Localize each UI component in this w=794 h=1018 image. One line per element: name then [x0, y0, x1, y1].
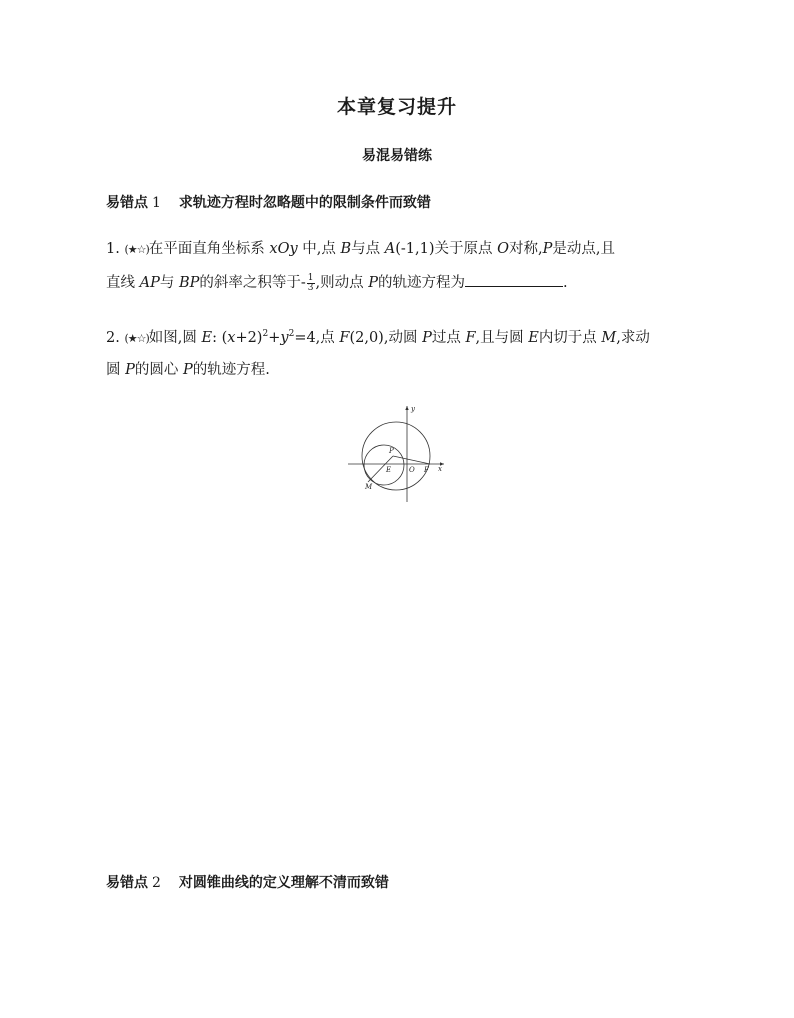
question-1-line-1: 1. (★☆)在平面直角坐标系 xOy 中,点 B与点 A(-1,1)关于原点 O对称,P是动点,且 [106, 241, 615, 257]
question-1-line-2: 直线 AP与 BP的斜率之积等于- $\frac{1}{3}$ ,则动点 P的轨迹方程为 . [106, 272, 568, 293]
error-point-number: 2 [152, 875, 161, 891]
label-y: y [411, 405, 415, 413]
error-point-1-heading [106, 192, 431, 212]
fraction-one-third: $\frac{1}{3}$ [307, 272, 314, 293]
question-2-line-1: 2. (★☆)如图,圆 E: $(x+2)^2+y^2=4$,点 F(2,0),动圆 P过点 F,且与圆 E内切于点 M,求动 [106, 329, 650, 346]
segment-pf [393, 456, 430, 464]
circle-e [362, 422, 430, 490]
label-o: O [409, 466, 415, 474]
label-e: E [386, 466, 392, 474]
error-point-2-heading [106, 872, 389, 892]
error-point-label: 易错点 [106, 195, 148, 211]
label-m: M [365, 483, 373, 491]
question-2-line-2: 圆 P的圆心 P的轨迹方程. [106, 362, 270, 378]
geometry-figure [344, 400, 450, 506]
section-title: 易混易错练 [362, 148, 432, 164]
label-f: F [424, 466, 429, 474]
label-p: P [389, 447, 394, 455]
difficulty-stars-icon: (★☆) [124, 243, 149, 256]
chapter-title: 本章复习提升 [336, 96, 457, 118]
y-axis-arrow-icon [405, 406, 408, 410]
question-number: 2. [106, 329, 120, 346]
error-point-text: 求轨迹方程时忽略题中的限制条件而致错 [178, 195, 431, 211]
answer-blank[interactable] [465, 272, 563, 287]
circle-diagram [344, 400, 450, 506]
error-point-label: 易错点 [106, 875, 148, 891]
error-point-text: 对圆锥曲线的定义理解不清而致错 [178, 875, 389, 891]
difficulty-stars-icon: (★☆) [124, 331, 149, 345]
question-number: 1. [106, 241, 120, 257]
error-point-number: 1 [152, 195, 161, 211]
label-x: x [438, 465, 442, 473]
